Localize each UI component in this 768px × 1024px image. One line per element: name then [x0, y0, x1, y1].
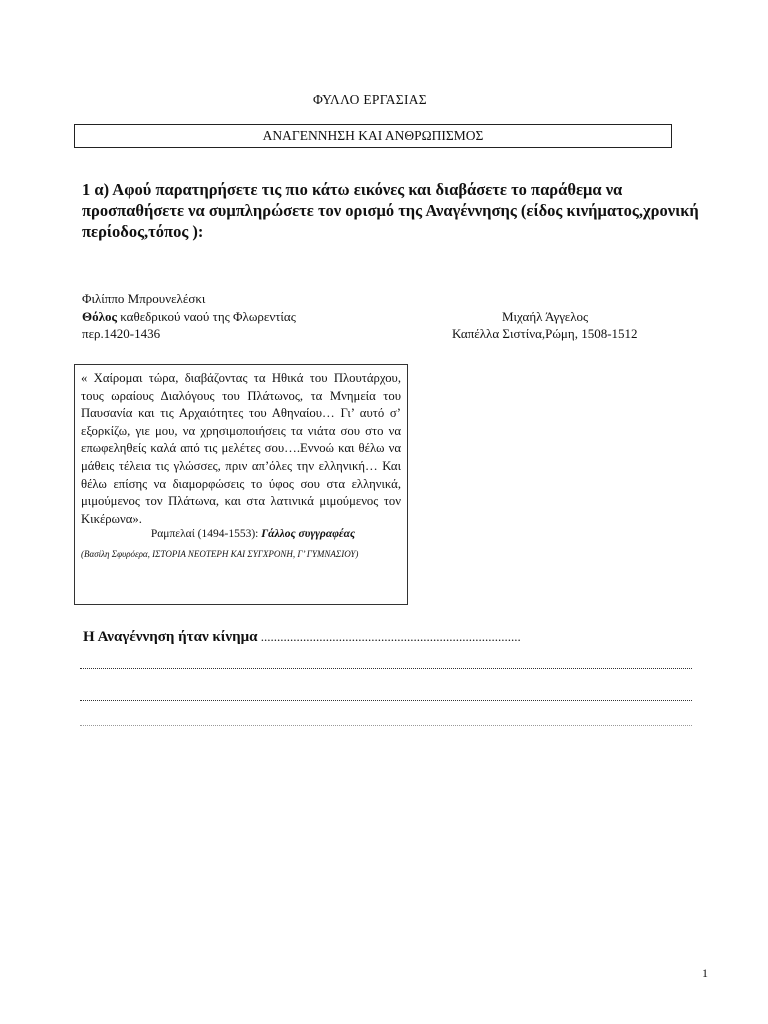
left-caption-work: [82, 308, 296, 326]
left-caption-date: περ.1420-1436: [82, 326, 161, 341]
quote-source: [81, 549, 401, 560]
answer-prompt: Η Αναγέννηση ήταν κίνημα: [83, 629, 258, 645]
answer-line[interactable]: [83, 629, 521, 646]
worksheet-title: ΦΥΛΛΟ ΕΡΓΑΣΙΑΣ: [313, 92, 427, 107]
page-number: 1: [702, 966, 708, 980]
quote-author: [81, 528, 401, 540]
topic-title: ΑΝΑΓΕΝΝΗΣΗ ΚΑΙ ΑΝΘΡΩΠΙΣΜΟΣ: [262, 128, 484, 143]
left-caption-work-bold: Θόλος: [82, 309, 117, 324]
quote-text: « Χαίρομαι τώρα, διαβάζοντας τα Ηθικά του Πλουτάρχου, τους ωραίους Διαλόγους του Πλάτωνος, τα Μνημεία του Παυσανία και τις Αρχαιότητες του Αθηναίου… Γι’ αυτό σ’ εξορκίζω, γιε μου, να χρησιμοποιήσεις τα νιάτα σου στο να επωφεληθείς καλά από τις μελέτες σου….Εννοώ και θέλω να μάθεις τέλεια τις γλώσσες, πριν απ’όλες την ελληνική… Και θέλω επίσης να διαμορφώσεις το ύφος σου στα ελληνικά, μιμούμενος τον Πλάτωνα, και στα λατινικά μιμούμενος τον Κικέρωνα».: [81, 371, 401, 526]
answer-blank-line-1[interactable]: [80, 668, 692, 669]
left-caption-work-rest: καθεδρικού ναού της Φλωρεντίας: [116, 309, 296, 324]
answer-dots: ................................................................................: [257, 629, 521, 644]
right-caption-artist: Μιχαήλ Άγγελος: [502, 309, 589, 324]
quote-author-name: Ραμπελαί (1494-1553):: [150, 528, 262, 541]
left-caption-artist: Φιλίππο Μπρουνελέσκι: [82, 291, 206, 306]
topic-box: [74, 124, 672, 148]
answer-blank-line-3[interactable]: [80, 725, 692, 726]
question-text: 1 α) Αφού παρατηρήσετε τις πιο κάτω εικόνες και διαβάσετε το παράθεμα να προσπαθήσετε να συμπληρώσετε τον ορισμό της Αναγέννησης (είδος κινήματος,χρονική περίοδος,τόπος ):: [82, 180, 699, 241]
quote-source-text: (Βασίλη Σφυρόερα, ΙΣΤΟΡΙΑ ΝΕΟΤΕΡΗ ΚΑΙ ΣΥΓΧΡΟΝΗ, Γ’ ΓΥΜΝΑΣΙΟΥ): [81, 549, 359, 560]
right-caption-work: Καπέλλα Σιστίνα,Ρώμη, 1508-1512: [452, 326, 638, 341]
quote-author-role: Γάλλος συγγραφέας: [261, 528, 356, 541]
answer-blank-line-2[interactable]: [80, 700, 692, 701]
quote-box: [74, 364, 408, 605]
